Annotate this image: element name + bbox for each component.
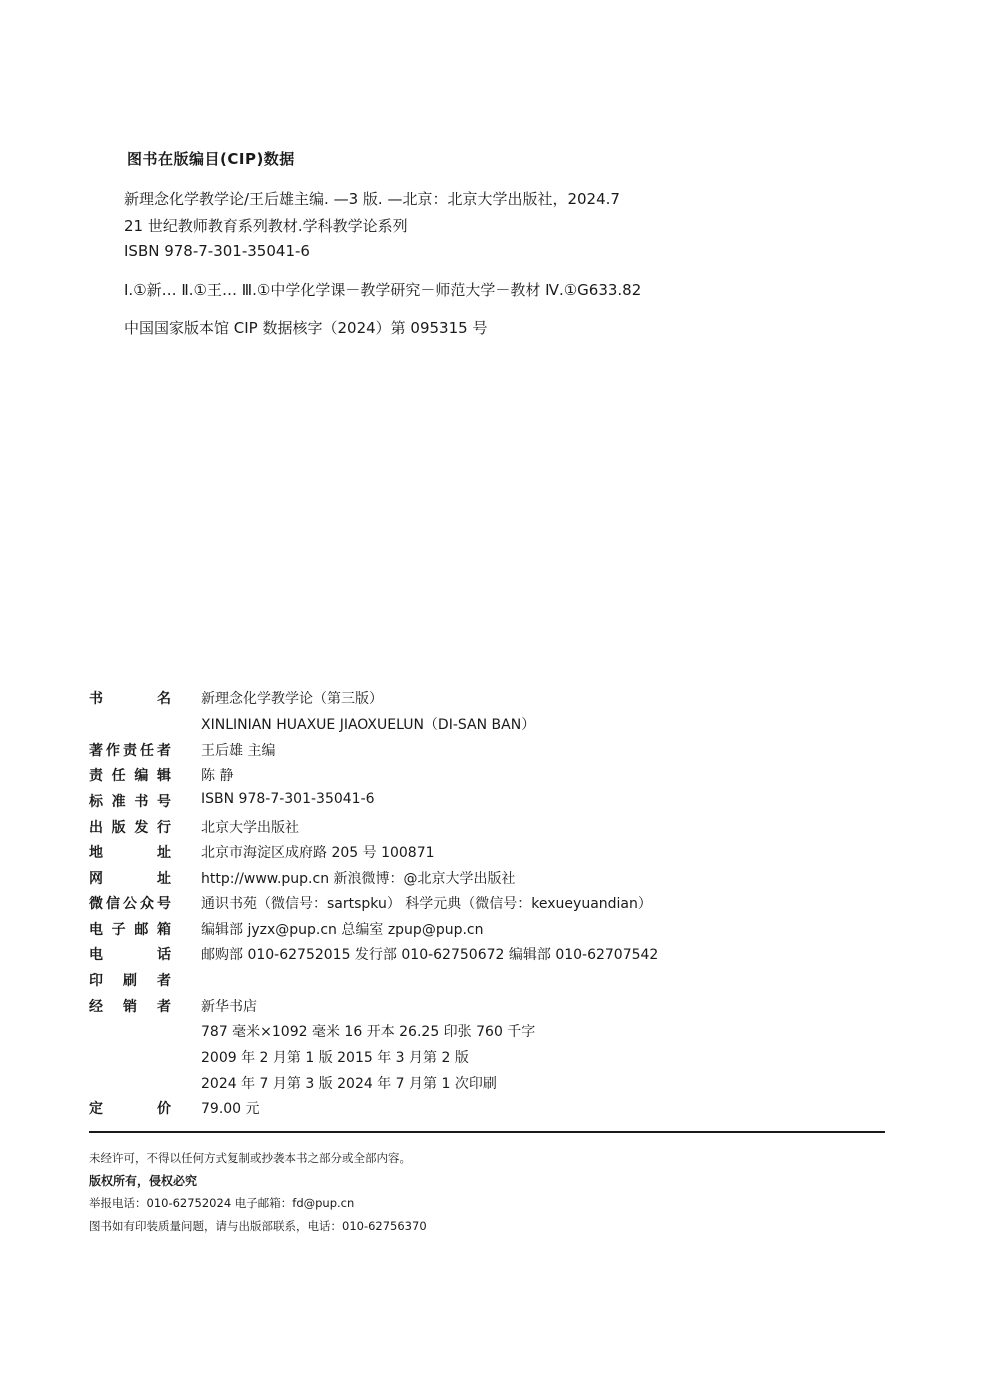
wechat-value: 通识书苑（微信号：sartspku） 科学元典（微信号：kexueyuandian） bbox=[201, 896, 652, 912]
isbn-value: ISBN 978-7-301-35041-6 bbox=[201, 791, 375, 807]
distributor-value: 新华书店 bbox=[201, 999, 257, 1015]
distributor-label: 经销者 bbox=[89, 999, 171, 1015]
publisher-value: 北京大学出版社 bbox=[201, 820, 299, 836]
editions-line-1: 2009 年 2 月第 1 版 2015 年 3 月第 2 版 bbox=[201, 1050, 469, 1066]
cip-classification: Ⅰ.①新… Ⅱ.①王… Ⅲ.①中学化学课－教学研究－师范大学－教材 Ⅳ.①G633.82 bbox=[124, 281, 642, 299]
spec-value: 787 毫米×1092 毫米 16 开本 26.25 印张 760 千字 bbox=[201, 1024, 536, 1040]
cip-isbn: ISBN 978-7-301-35041-6 bbox=[124, 242, 310, 260]
publisher-label: 出版发行 bbox=[89, 820, 171, 836]
address-value: 北京市海淀区成府路 205 号 100871 bbox=[201, 845, 435, 861]
website-value[interactable]: http://www.pup.cn 新浪微博：@北京大学出版社 bbox=[201, 871, 516, 887]
footer-divider bbox=[89, 1131, 885, 1133]
phone-value: 邮购部 010-62752015 发行部 010-62750672 编辑部 010-62707542 bbox=[201, 947, 659, 963]
price-value: 79.00 元 bbox=[201, 1101, 260, 1117]
editions-line-2: 2024 年 7 月第 3 版 2024 年 7 月第 1 次印刷 bbox=[201, 1076, 497, 1092]
cip-title: 图书在版编目(CIP)数据 bbox=[127, 150, 295, 168]
rights-notice: 版权所有，侵权必究 bbox=[89, 1174, 198, 1188]
cip-line-2: 21 世纪教师教育系列教材.学科教学论系列 bbox=[124, 217, 408, 235]
quality-notice: 图书如有印装质量问题，请与出版部联系，电话：010-62756370 bbox=[89, 1219, 427, 1233]
book-title-pinyin: XINLINIAN HUAXUE JIAOXUELUN（DI-SAN BAN） bbox=[201, 717, 536, 733]
report-info: 举报电话：010-62752024 电子邮箱：fd@pup.cn bbox=[89, 1196, 355, 1210]
phone-label: 电话 bbox=[89, 947, 171, 963]
website-label: 网址 bbox=[89, 871, 171, 887]
copy-notice: 未经许可，不得以任何方式复制或抄袭本书之部分或全部内容。 bbox=[89, 1151, 411, 1165]
email-value[interactable]: 编辑部 jyzx@pup.cn 总编室 zpup@pup.cn bbox=[201, 922, 484, 938]
wechat-label: 微信公众号 bbox=[89, 896, 171, 912]
isbn-label: 标准书号 bbox=[89, 794, 171, 810]
cip-line-1: 新理念化学教学论/王后雄主编. —3 版. —北京：北京大学出版社，2024.7 bbox=[124, 190, 620, 208]
cip-record: 中国国家版本馆 CIP 数据核字（2024）第 095315 号 bbox=[124, 319, 488, 337]
author-value: 王后雄 主编 bbox=[201, 743, 276, 759]
book-title: 新理念化学教学论（第三版） bbox=[201, 691, 383, 707]
address-label: 地址 bbox=[89, 845, 171, 861]
printer-label: 印刷者 bbox=[89, 973, 171, 989]
book-title-label: 书名 bbox=[89, 691, 171, 707]
author-label: 著作责任者 bbox=[89, 743, 171, 759]
editor-label: 责任编辑 bbox=[89, 768, 171, 784]
price-label: 定价 bbox=[89, 1101, 171, 1117]
editor-value: 陈 静 bbox=[201, 768, 234, 784]
email-label: 电子邮箱 bbox=[89, 922, 171, 938]
